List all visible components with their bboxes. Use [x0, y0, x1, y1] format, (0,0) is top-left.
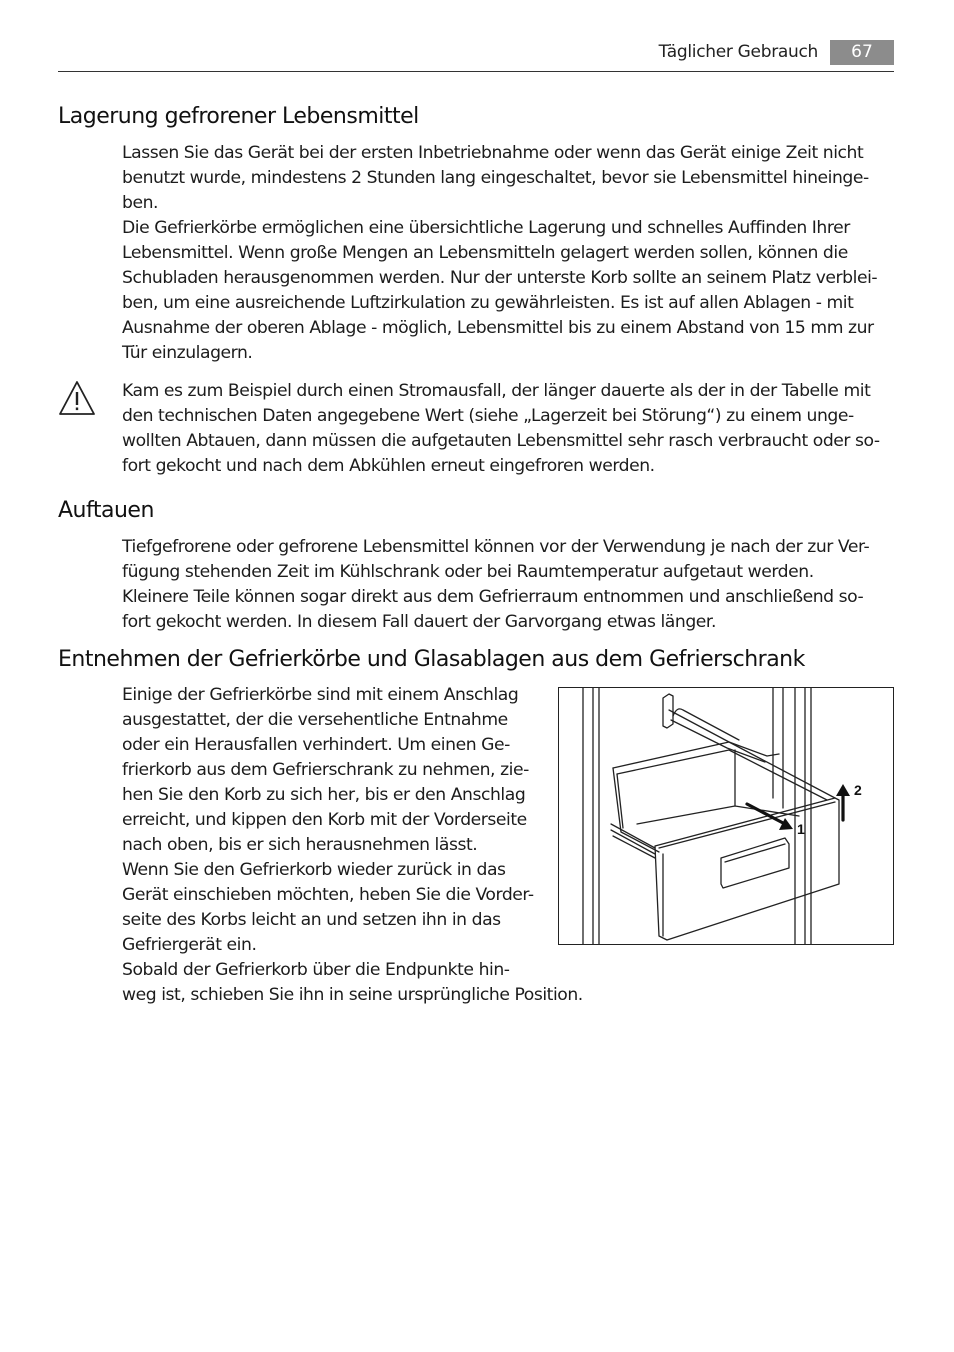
- text-line: den technischen Daten angegebene Wert (siehe „Lagerzeit bei Störung“) zu einem unge-: [122, 406, 854, 426]
- text-line: Gerät einschieben möchten, heben Sie die Vorder-: [122, 885, 534, 905]
- basket-removal-illustration: [558, 687, 894, 945]
- text-line: oder ein Herausfallen verhindert. Um einen Ge-: [122, 735, 510, 755]
- text-line: Gefriergerät ein.: [122, 935, 257, 955]
- text-line: Die Gefrierkörbe ermöglichen eine übersichtliche Lagerung und schnelles Auffinden Ihrer: [122, 218, 850, 238]
- text-line: Wenn Sie den Gefrierkorb wieder zurück in das: [122, 860, 506, 880]
- text-line: seite des Korbs leicht an und setzen ihn in das: [122, 910, 501, 930]
- text-line: Sobald der Gefrierkorb über die Endpunkte hin-: [122, 960, 510, 980]
- text-line: weg ist, schieben Sie ihn in seine ursprüngliche Position.: [122, 985, 583, 1005]
- section-heading-remove-baskets: Entnehmen der Gefrierkörbe und Glasablagen aus dem Gefrierschrank: [58, 647, 805, 672]
- text-line: benutzt wurde, mindestens 2 Stunden lang eingeschaltet, bevor sie Lebensmittel hineinge-: [122, 168, 869, 188]
- warning-paragraph: [122, 379, 880, 479]
- text-line: fort gekocht werden. In diesem Fall dauert der Garvorgang etwas länger.: [122, 612, 716, 632]
- section-heading-thawing: Auftauen: [58, 498, 154, 523]
- text-line: Kleinere Teile können sogar direkt aus dem Gefrierraum entnommen und anschließend so-: [122, 587, 864, 607]
- text-line: Lassen Sie das Gerät bei der ersten Inbetriebnahme oder wenn das Gerät einige Zeit nicht: [122, 143, 864, 163]
- text-line: nach oben, bis er sich herausnehmen lässt.: [122, 835, 478, 855]
- storage-paragraph: [122, 141, 877, 366]
- arrow-2-icon: [836, 784, 850, 820]
- page-header: [58, 38, 894, 72]
- text-line: hen Sie den Korb zu sich her, bis er den Anschlag: [122, 785, 526, 805]
- text-line: Kam es zum Beispiel durch einen Stromausfall, der länger dauerte als der in der Tabelle mit: [122, 381, 871, 401]
- text-line: fügung stehenden Zeit im Kühlschrank oder bei Raumtemperatur aufgetaut werden.: [122, 562, 814, 582]
- figure-label-1: 1: [797, 821, 805, 837]
- text-line: ben.: [122, 193, 159, 213]
- basket-drawing: [559, 688, 894, 945]
- header-title: Täglicher Gebrauch: [658, 42, 818, 62]
- text-line: erreicht, und kippen den Korb mit der Vorderseite: [122, 810, 527, 830]
- text-line: Tür einzulagern.: [122, 343, 253, 363]
- page-number-badge: 67: [830, 40, 894, 65]
- text-line: Tiefgefrorene oder gefrorene Lebensmittel können vor der Verwendung je nach der zur Ver-: [122, 537, 870, 557]
- thawing-paragraph: [122, 535, 869, 635]
- text-line: wollten Abtauen, dann müssen die aufgetauten Lebensmittel sehr rasch verbraucht oder so-: [122, 431, 880, 451]
- text-line: Schubladen herausgenommen werden. Nur der unterste Korb sollte an seinem Platz verblei-: [122, 268, 878, 288]
- figure-label-2: 2: [854, 782, 862, 798]
- text-line: Einige der Gefrierkörbe sind mit einem Anschlag: [122, 685, 519, 705]
- text-line: Lebensmittel. Wenn große Mengen an Lebensmitteln gelagert werden sollen, können die: [122, 243, 848, 263]
- remove-baskets-paragraph: [122, 683, 583, 1008]
- text-line: Ausnahme der oberen Ablage - möglich, Lebensmittel bis zu einem Abstand von 15 mm zur: [122, 318, 874, 338]
- text-line: ben, um eine ausreichende Luftzirkulation zu gewährleisten. Es ist auf allen Ablagen - mit: [122, 293, 854, 313]
- section-heading-storage: Lagerung gefrorener Lebensmittel: [58, 104, 419, 129]
- text-line: ausgestattet, der die versehentliche Entnahme: [122, 710, 508, 730]
- text-line: fort gekocht und nach dem Abkühlen erneut eingefroren werden.: [122, 456, 655, 476]
- arrow-1-icon: [747, 804, 793, 830]
- warning-triangle-icon: [58, 380, 96, 416]
- text-line: frierkorb aus dem Gefrierschrank zu nehmen, zie-: [122, 760, 529, 780]
